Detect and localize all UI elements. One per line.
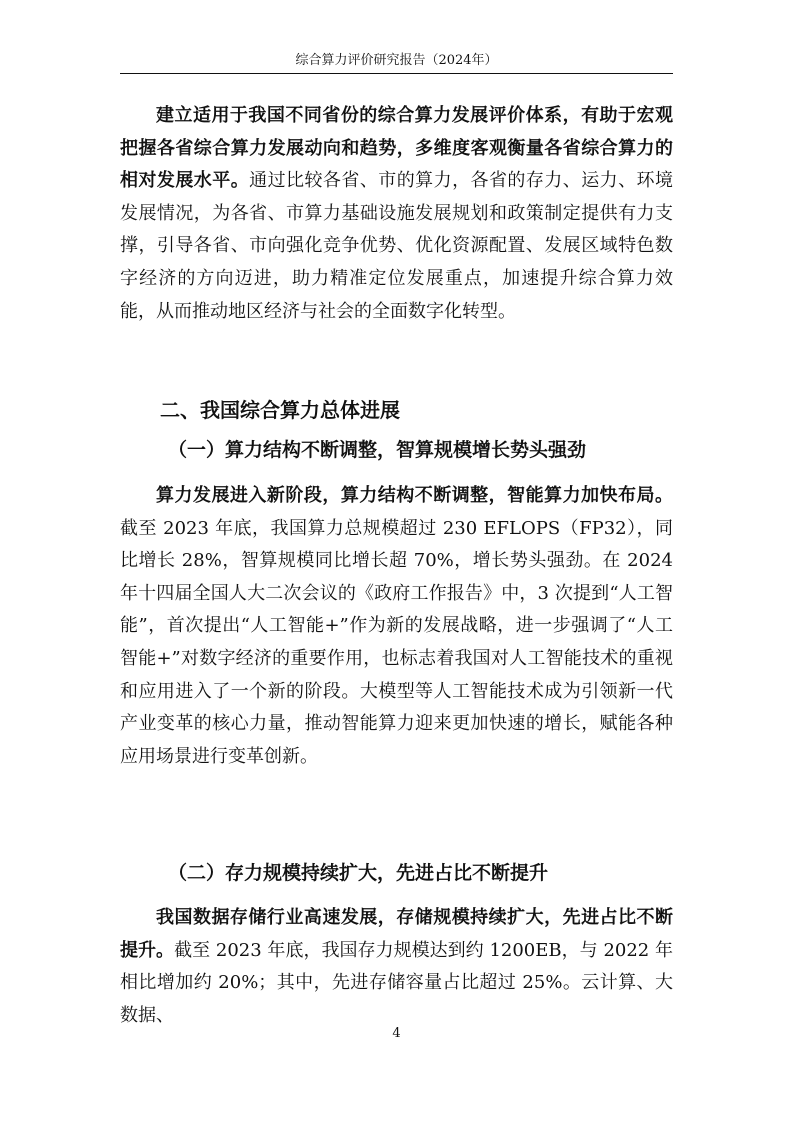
subsection-1-heading: （一）算力结构不断调整，智算规模增长势头强劲 <box>168 439 587 461</box>
subsection-2-paragraph <box>120 902 673 1032</box>
subsection-1-paragraph <box>120 480 673 773</box>
subsection-2-heading-block <box>120 858 673 888</box>
subsection-1-heading-block <box>120 435 673 465</box>
page-number: 4 <box>392 1026 401 1041</box>
subsection-2-heading: （二）存力规模持续扩大，先进占比不断提升 <box>168 862 549 884</box>
subsection-2-body: 截至 2023 年底，我国存力规模达到约 1200EB，与 2022 年相比增加约 20%；其中，先进存储容量占比超过 25%。云计算、大数据、 <box>120 939 674 1026</box>
subsection-2-lead: 我国数据存储行业高速发展，存储规模持续扩大，先进占比不断提升。 <box>120 907 673 961</box>
running-header: 综合算力评价研究报告（2024年） <box>295 53 498 68</box>
subsection-1-lead: 算力发展进入新阶段，算力结构不断调整，智能算力加快布局。 <box>156 485 673 506</box>
intro-paragraph <box>120 100 673 328</box>
subsection-1-body: 截至 2023 年底，我国算力总规模超过 230 EFLOPS（FP32），同比增长 28%，智算规模同比增长超 70%，增长势头强劲。在 2024 年十四届全国人大二次会议的《政府工作报告》中，3 次提到“人工智能”，首次提出“人工智能+”作为新的发展战略，进一步强调了“人工智能+”对数字经济的重要作用，也标志着我国对人工智能技术的重视和应用进入了一个新的阶段。大模型等人工智能技术成为引领新一代产业变革的核心力量，推动智能算力迎来更加快速的增长，赋能各种应用场景进行变革创新。 <box>120 517 673 767</box>
header-rule <box>120 73 673 74</box>
intro-lead: 建立适用于我国不同省份的综合算力发展评价体系，有助于宏观把握各省综合算力发展动向和趋势，多维度客观衡量各省综合算力的相对发展水平。 <box>120 105 673 192</box>
intro-body: 通过比较各省、市的算力，各省的存力、运力、环境发展情况，为各省、市算力基础设施发展规划和政策制定提供有力支撑，引导各省、市向强化竞争优势、优化资源配置、发展区域特色数字经济的方向迈进，助力精准定位发展重点，加速提升综合算力效能，从而推动地区经济与社会的全面数字化转型。 <box>120 170 674 322</box>
section-2-heading: 二、我国综合算力总体进展 <box>160 398 400 422</box>
section-2-heading-block <box>120 395 673 425</box>
